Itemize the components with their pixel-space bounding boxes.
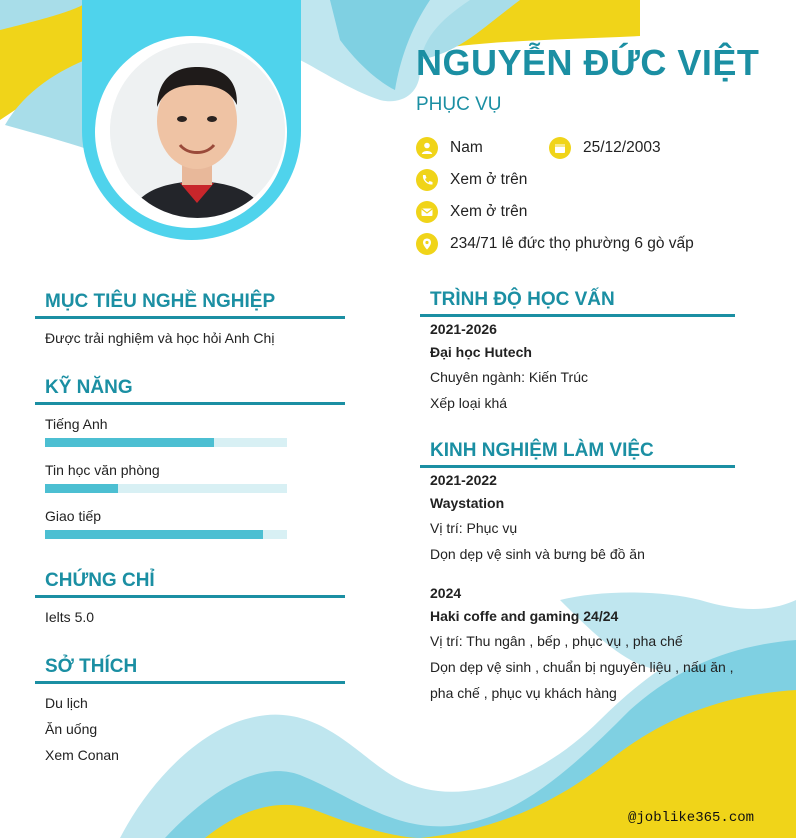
skill-label: Tiếng Anh (45, 416, 108, 432)
hobby-item: Ăn uống (45, 721, 98, 737)
skill-bar-track (45, 530, 287, 539)
objective-title: MỤC TIÊU NGHỀ NGHIỆP (45, 291, 276, 312)
job-period: 2024 (430, 585, 462, 601)
address-value: 234/71 lê đức thọ phường 6 gò vấp (450, 235, 694, 252)
skill-bar-fill (45, 530, 263, 539)
watermark-text: @joblike365.com (628, 810, 755, 826)
education-divider (420, 314, 735, 317)
experience-divider (420, 465, 735, 468)
job-period: 2021-2022 (430, 472, 497, 488)
education-major: Chuyên ngành: Kiến Trúc (430, 369, 588, 385)
education-school: Đại học Hutech (430, 344, 532, 360)
hobbies-title: SỞ THÍCH (45, 656, 138, 677)
education-rank: Xếp loại khá (430, 395, 508, 411)
phone-row (416, 169, 527, 191)
skill-bar-track (45, 484, 287, 493)
job-duty: Dọn dẹp vệ sinh , chuẩn bị nguyên liệu , nấu ăn , (430, 659, 734, 675)
certificates-title: CHỨNG CHỈ (45, 570, 155, 591)
calendar-icon (549, 137, 571, 159)
address-row (416, 233, 694, 255)
objective-divider (35, 316, 345, 319)
hobbies-divider (35, 681, 345, 684)
gender-row (416, 137, 483, 159)
phone-icon (416, 169, 438, 191)
skill-label: Giao tiếp (45, 508, 102, 524)
education-title: TRÌNH ĐỘ HỌC VẤN (430, 289, 615, 310)
certificate-item: Ielts 5.0 (45, 609, 95, 625)
skill-bar-fill (45, 438, 214, 447)
job-duty: pha chế , phục vụ khách hàng (430, 685, 617, 701)
mail-icon (416, 201, 438, 223)
education-period: 2021-2026 (430, 321, 497, 337)
skill-bar-track (45, 438, 287, 447)
skill-bar-fill (45, 484, 118, 493)
phone-value: Xem ở trên (450, 171, 528, 188)
skills-divider (35, 402, 345, 405)
objective-text: Được trải nghiệm và học hỏi Anh Chị (45, 330, 275, 346)
email-row (416, 201, 527, 223)
profile-photo (110, 43, 285, 218)
birthday-value: 25/12/2003 (583, 139, 661, 156)
job-duty: Dọn dẹp vệ sinh và bưng bê đồ ăn (430, 546, 645, 562)
job-title: PHỤC VỤ (416, 94, 502, 115)
job-company: Haki coffe and gaming 24/24 (430, 608, 619, 624)
job-position: Vị trí: Phục vụ (430, 520, 518, 536)
birthday-row (549, 137, 661, 159)
skills-title: KỸ NĂNG (45, 377, 133, 398)
job-position: Vị trí: Thu ngân , bếp , phục vụ , pha chế (430, 633, 683, 649)
person-icon (416, 137, 438, 159)
hobby-item: Du lịch (45, 695, 88, 711)
gender-value: Nam (450, 139, 483, 156)
email-value: Xem ở trên (450, 203, 528, 220)
experience-title: KINH NGHIỆM LÀM VIỆC (430, 440, 654, 461)
candidate-name: NGUYỄN ĐỨC VIỆT (416, 42, 760, 83)
hobby-item: Xem Conan (45, 747, 119, 763)
job-company: Waystation (430, 495, 505, 511)
skill-label: Tin học văn phòng (45, 462, 160, 478)
location-pin-icon (416, 233, 438, 255)
certificates-divider (35, 595, 345, 598)
